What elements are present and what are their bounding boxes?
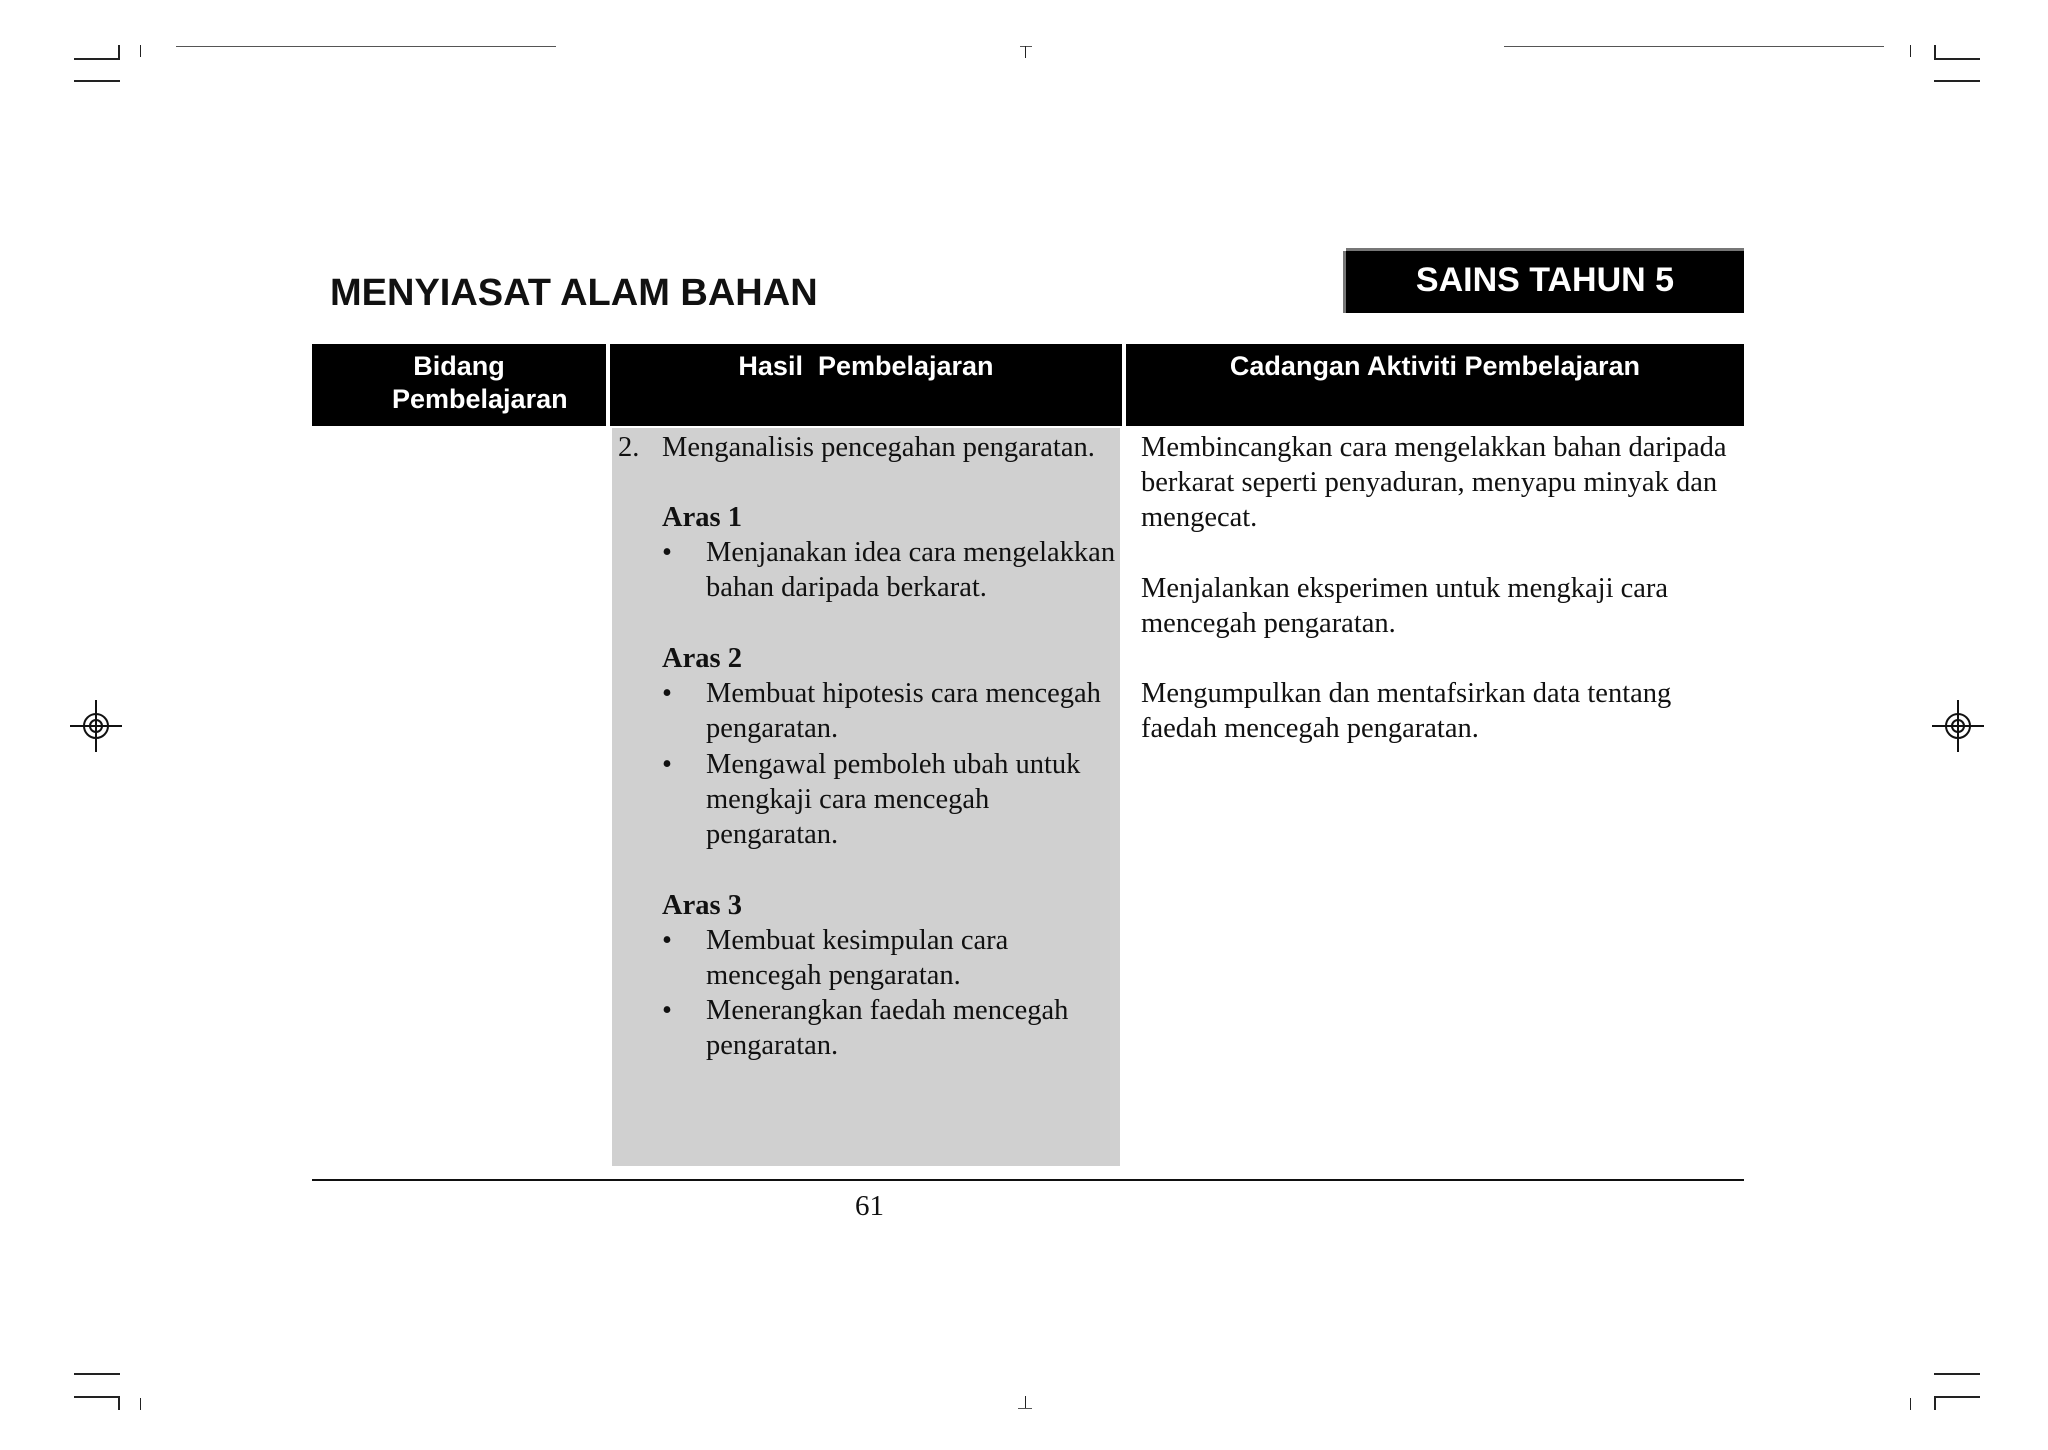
subject-badge: SAINS TAHUN 5 xyxy=(1346,251,1744,313)
outcome-objective: Menganalisis pencegahan pengaratan. xyxy=(662,432,1095,463)
column-header-bidang: Bidang Pembelajaran xyxy=(312,344,606,426)
activity-paragraph: Mengumpulkan dan mentafsirkan data tentang faedah mencegah pengaratan. xyxy=(1141,678,1672,744)
column-header-cadangan: Cadangan Aktiviti Pembelajaran xyxy=(1126,344,1744,426)
page-number: 61 xyxy=(855,1190,884,1222)
bottom-rule xyxy=(312,1179,1744,1181)
level-heading: Aras 1 xyxy=(662,502,742,533)
bullet-icon: • xyxy=(662,749,672,780)
page-title: MENYIASAT ALAM BAHAN xyxy=(330,272,818,314)
outcome-number: 2. xyxy=(618,432,640,463)
activity-paragraph: Menjalankan eksperimen untuk mengkaji cara mencegah pengaratan. xyxy=(1141,573,1669,639)
activity-paragraph: Membincangkan cara mengelakkan bahan daripada berkarat seperti penyaduran, menyapu minyak dan mengecat. xyxy=(1141,432,1727,533)
level-heading: Aras 2 xyxy=(662,643,742,674)
bullet-icon: • xyxy=(662,995,672,1026)
bullet-icon: • xyxy=(662,925,672,956)
bullet-icon: • xyxy=(662,537,672,568)
bullet-icon: • xyxy=(662,678,672,709)
crosshair-registration-icon xyxy=(1930,698,1986,754)
level-heading: Aras 3 xyxy=(662,890,742,921)
crosshair-registration-icon xyxy=(68,698,124,754)
column-header-hasil: Hasil Pembelajaran xyxy=(610,344,1122,426)
